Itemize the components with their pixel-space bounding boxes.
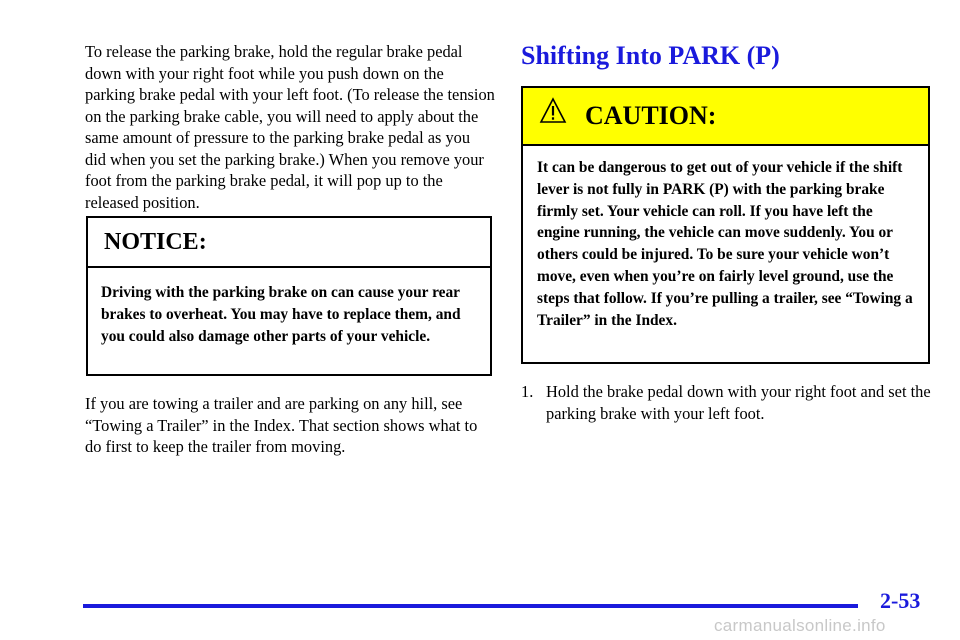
caution-text: It can be dangerous to get out of your vehicle if the shift lever is not fully in PARK (P) with the parking brake firmly set. Your vehicle can roll. If you have left the engine running, the vehicle can move suddenly. You or others could be injured. To be sure your vehicle won’t move, even when you’re on fairly level ground, use the steps that follow. If you’re pulling a trailer, see “Towing a Trailer” in the Index. — [537, 159, 913, 329]
notice-box — [86, 216, 492, 376]
steps-list — [521, 381, 931, 424]
page-number: 2-53 — [880, 588, 921, 613]
caution-heading: CAUTION: — [585, 101, 717, 130]
footer-rule — [83, 604, 858, 608]
step-number: 1. — [521, 382, 534, 401]
list-item — [521, 381, 931, 424]
step-text: Hold the brake pedal down with your right foot and set the parking brake with your left foot. — [546, 382, 931, 423]
towing-paragraph: If you are towing a trailer and are parking on any hill, see “Towing a Trailer” in the Index. That section shows what to do first to keep the trailer from moving. — [85, 394, 478, 456]
notice-heading: NOTICE: — [88, 218, 490, 268]
intro-paragraph: To release the parking brake, hold the regular brake pedal down with your right foot while you push down on the parking brake pedal with your left foot. (To release the tension on the parking brake cable, you will need to apply about the same amount of pressure to the parking brake pedal as you did when you set the parking brake.) When you remove your foot from the parking brake pedal, it will pop up to the released position. — [85, 42, 495, 212]
warning-triangle-icon — [539, 97, 567, 125]
caution-header — [523, 88, 928, 146]
left-column — [85, 40, 495, 213]
caution-box — [521, 86, 930, 364]
notice-text: Driving with the parking brake on can cause your rear brakes to overheat. You may have to replace them, and you could also damage other parts of your vehicle. — [101, 284, 461, 345]
section-title: Shifting Into PARK (P) — [521, 41, 780, 70]
towing-section — [85, 393, 495, 458]
watermark: carmanualsonline.info — [714, 616, 886, 635]
